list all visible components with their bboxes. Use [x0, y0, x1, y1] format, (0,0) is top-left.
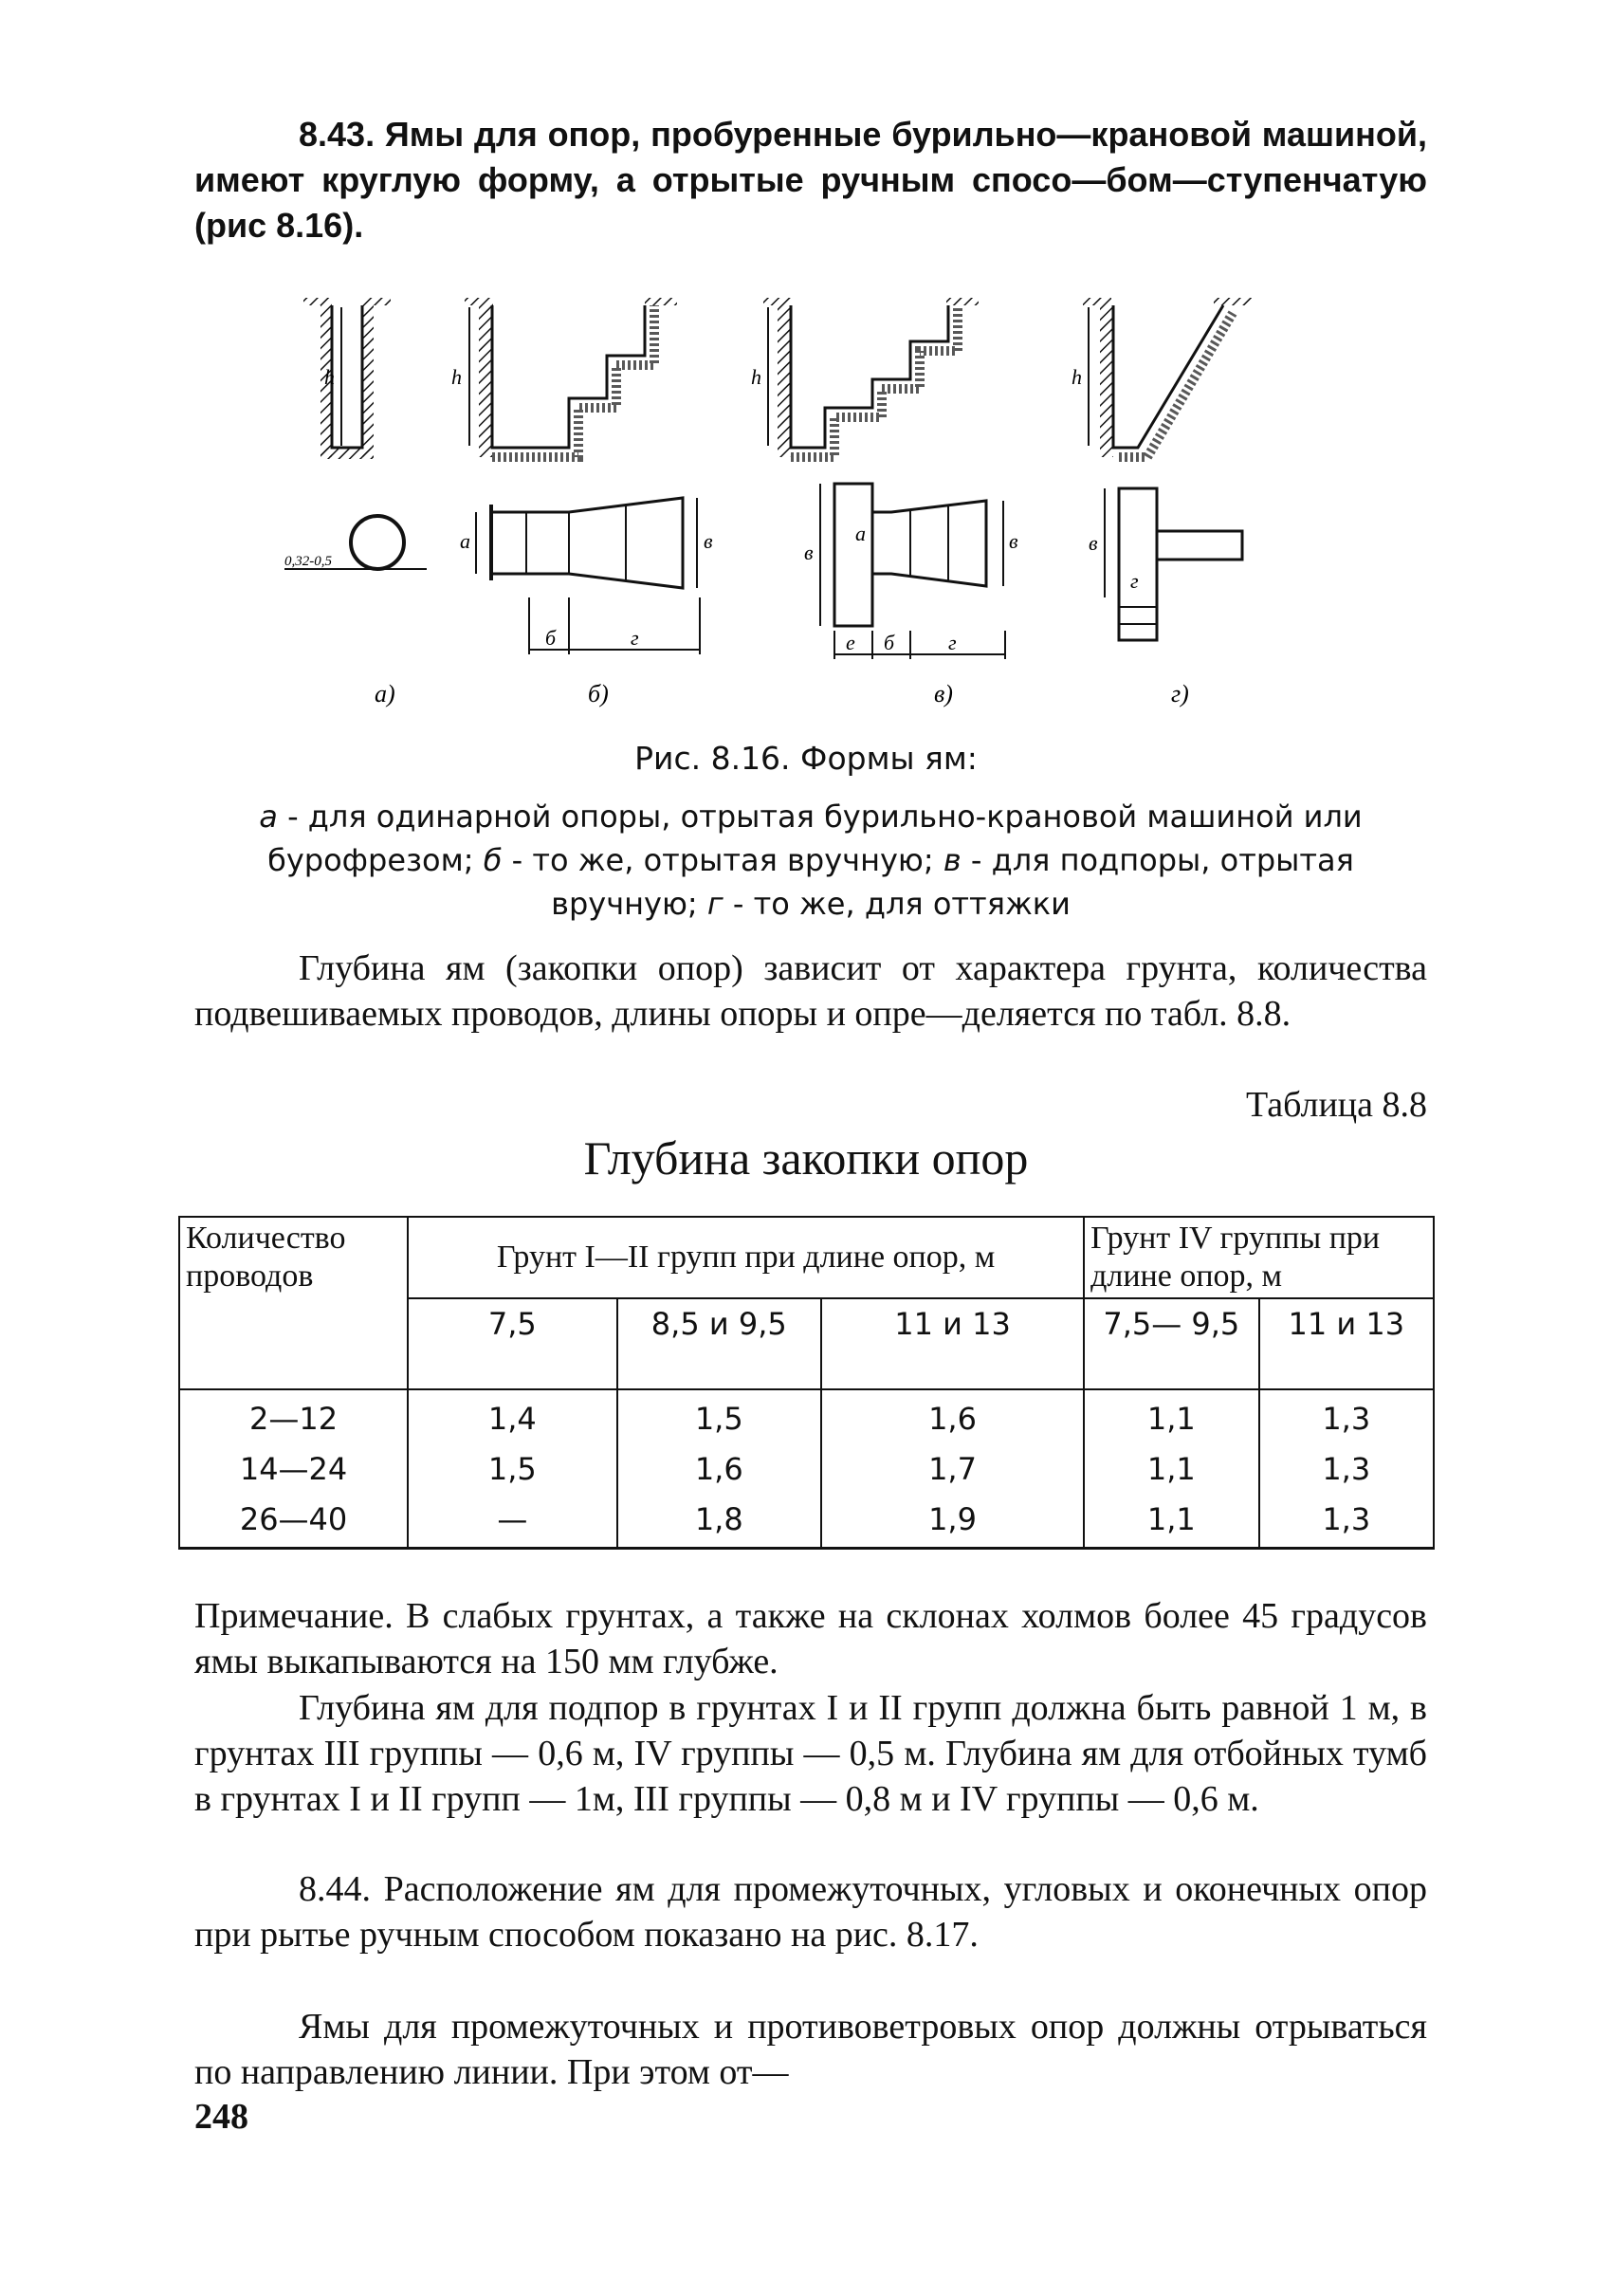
dim-g-g: г — [1130, 569, 1139, 593]
subheader-4: 7,5— 9,5 — [1084, 1298, 1258, 1389]
pit-b-plan — [460, 498, 713, 654]
pit-v-section — [751, 298, 979, 457]
table-note: Примечание. В слабых грунтах, а также на склонах холмов более 45 градусов ямы выкапываются на 150 мм глубже. — [194, 1596, 1427, 1681]
dim-diameter: 0,32-0,5 — [284, 554, 332, 569]
paragraph-intermediate: Ямы для промежуточных и противоветровых опор должны отрываться по направлению линии. При этом от— — [194, 2007, 1427, 2092]
part-label-a: а) — [375, 680, 395, 707]
pit-a-section — [303, 298, 391, 459]
subheader-5: 11 и 13 — [1259, 1298, 1434, 1389]
dim-h-b: h — [451, 365, 462, 389]
pit-v-plan — [804, 484, 1018, 659]
table-row: 26—40 — 1,8 1,9 1,1 1,3 — [179, 1495, 1434, 1549]
figure-caption-title: Рис. 8.16. Формы ям: — [634, 740, 978, 777]
table-row: 14—24 1,5 1,6 1,7 1,1 1,3 — [179, 1444, 1434, 1495]
table-row: 2—12 1,4 1,5 1,6 1,1 1,3 — [179, 1389, 1434, 1444]
subheader-2: 8,5 и 9,5 — [617, 1298, 821, 1389]
figure-caption-body: а - для одинарной опоры, отрытая бурильно-крановой машиной или бурофрезом; б - то же, отрытая вручную; в - для подпоры, отрытая вручную; г - то же, для оттяжки — [259, 799, 1363, 922]
header-wires: Количество проводов — [179, 1217, 408, 1389]
dim-b-b: б — [545, 626, 557, 650]
page-number: 248 — [194, 2097, 248, 2137]
paragraph-depth: Глубина ям (закопки опор) зависит от характера грунта, количества подвешиваемых проводов, длины опоры и опре—деляется по табл. 8.8. — [194, 948, 1427, 1034]
dim-h-v: h — [751, 365, 761, 389]
table-label: Таблица 8.8 — [1245, 1085, 1427, 1125]
paragraph-support-depth: Глубина ям для подпор в грунтах I и II групп должна быть равной 1 м, в грунтах III группы — 0,6 м, IV группы — 0,5 м. Глубина ям для отбойных тумб в грунтах I и II групп — 1м, III группы — 0,8 м и IV группы — 0,6 м. — [194, 1688, 1427, 1819]
table-title: Глубина закопки опор — [583, 1131, 1029, 1185]
dim-g-v: г — [948, 631, 957, 654]
depth-table — [178, 1216, 1435, 1550]
paragraph-8-43: 8.43. Ямы для опор, пробуренные бурильно—крановой машиной, имеют круглую форму, а отрытые ручным спосо—бом—ступенчатую (рис 8.16). — [194, 115, 1427, 245]
dim-g-b: г — [631, 626, 639, 650]
subheader-3: 11 и 13 — [821, 1298, 1084, 1389]
dim-b-v: в — [1009, 529, 1018, 553]
part-label-v: в) — [934, 680, 953, 707]
subheader-1: 7,5 — [408, 1298, 617, 1389]
dim-a-b: а — [460, 529, 470, 553]
part-label-b: б) — [588, 680, 609, 707]
dim-a-v: а — [855, 522, 866, 545]
pit-g-plan — [1089, 488, 1242, 640]
part-label-g: г) — [1171, 680, 1189, 707]
dim-e-v: е — [846, 631, 855, 654]
header-group-4: Грунт IV группы при длине опор, м — [1084, 1217, 1434, 1298]
paragraph-8-44: 8.44. Расположение ям для промежуточных, угловых и оконечных опор при рытье ручным способом показано на рис. 8.17. — [194, 1869, 1427, 1955]
header-group-1-2: Грунт I—II групп при длине опор, м — [408, 1217, 1084, 1298]
dim-h-a: h — [324, 365, 335, 389]
pit-g-section — [1072, 298, 1252, 457]
dim-b2-v: б — [884, 631, 895, 654]
dim-v-v: в — [804, 541, 814, 564]
pit-b-section — [451, 298, 677, 457]
dim-h-g: h — [1072, 365, 1082, 389]
dim-v-g: в — [1089, 531, 1098, 555]
figure-8-16 — [266, 285, 1328, 721]
dim-v-b: в — [704, 529, 713, 553]
pit-a-plan — [284, 516, 427, 569]
